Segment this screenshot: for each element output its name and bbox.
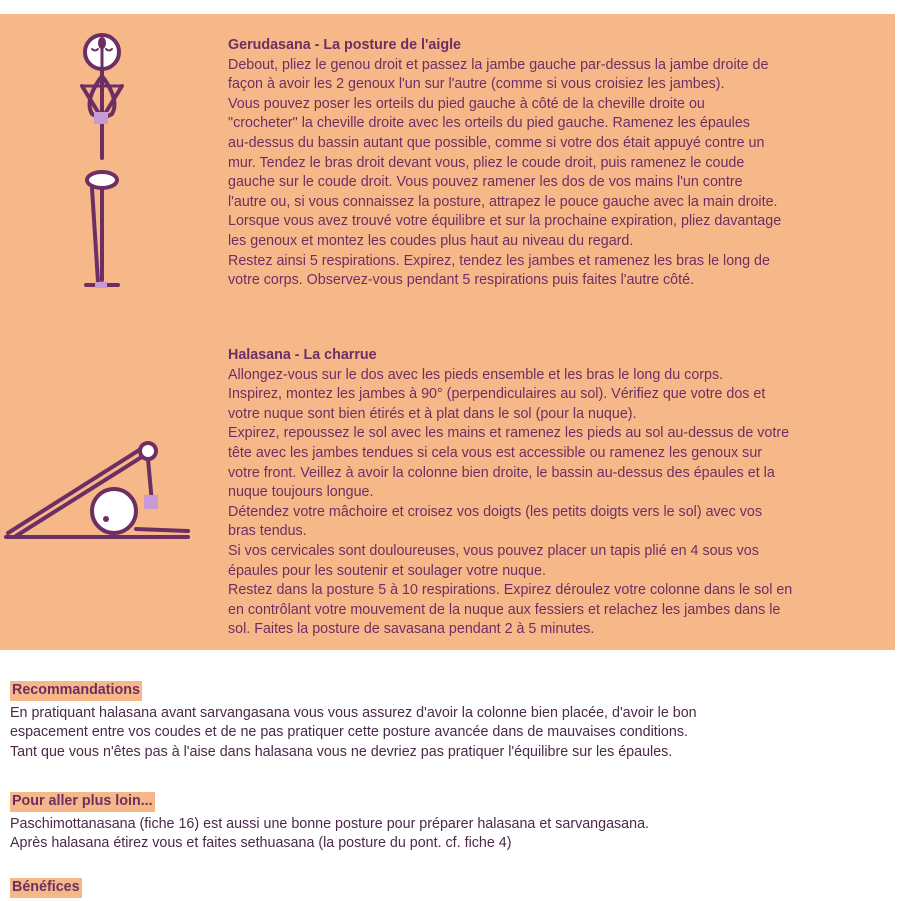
pose-text-line: Expirez, repoussez le sol avec les mains et ramenez les pieds au sol au-dessus de votre: [228, 425, 790, 442]
pose-title: Halasana - La charrue: [228, 347, 377, 363]
pose-text-line: Si vos cervicales sont douloureuses, vous pouvez placer un tapis plié en 4 sous vos: [228, 542, 759, 559]
pose-halasana: [228, 346, 890, 640]
pose-text-line: au-dessus du bassin autant que possible, comme si votre dos était appuyé contre un: [228, 134, 765, 151]
pose-text-line: Restez dans la posture 5 à 10 respirations. Expirez déroulez votre colonne dans le sol en: [228, 582, 793, 599]
section-text-line: espacement entre vos coudes et de ne pas pratiquer cette posture avancée dans de mauvaises conditions.: [10, 724, 688, 741]
pose-text-line: l'autre ou, si vous connaissez la posture, attrapez le pouce gauche avec la main droite.: [228, 193, 778, 210]
pose-text-line: votre front. Veillez à avoir la colonne bien droite, le bassin au-dessus des épaules et la: [228, 464, 775, 481]
pose-text-line: gauche sur le coude droit. Vous pouvez ramener les dos de vos mains l'un contre: [228, 174, 743, 191]
pose-text-line: Vous pouvez poser les orteils du pied gauche à côté de la cheville droite ou: [228, 95, 705, 112]
eagle-pose-illustration: [62, 30, 142, 292]
section-title: Pour aller plus loin...: [10, 792, 155, 812]
section-text-line: En pratiquant halasana avant sarvangasana vous vous assurez d'avoir la colonne bien placée, d'avoir le bon: [10, 704, 697, 721]
pose-text-line: Inspirez, montez les jambes à 90° (perpendiculaires au sol). Vérifiez que votre dos et: [228, 386, 766, 403]
pose-title: Gerudasana - La posture de l'aigle: [228, 37, 462, 53]
pose-text-line: nuque toujours longue.: [228, 484, 374, 501]
pose-text-line: épaules pour les soutenir et soulager votre nuque.: [228, 562, 546, 579]
pose-text-line: Lorsque vous avez trouvé votre équilibre et sur la prochaine expiration, pliez davantage: [228, 213, 782, 230]
recommandations-section: [10, 681, 890, 762]
section-title: Bénéfices: [10, 878, 82, 898]
pose-text-line: "crocheter" la cheville droite avec les orteils du pied gauche. Ramenez les épaules: [228, 115, 750, 132]
benefices-section: [10, 878, 890, 901]
pose-text-line: votre corps. Observez-vous pendant 5 respirations puis faites l'autre côté.: [228, 272, 695, 289]
pose-text-line: en contrôlant votre mouvement de la nuque aux fessiers et relachez les jambes dans le: [228, 601, 781, 618]
section-text-line: Paschimottanasana (fiche 16) est aussi une bonne posture pour préparer halasana et sarvangasana.: [10, 815, 650, 832]
pose-text-line: Allongez-vous sur le dos avec les pieds ensemble et les bras le long du corps.: [228, 366, 724, 383]
pose-gerudasana: [228, 36, 890, 291]
section-title: Recommandations: [10, 681, 142, 701]
pose-text-line: Restez ainsi 5 respirations. Expirez, tendez les jambes et ramenez les bras le long de: [228, 252, 770, 269]
plough-pose-illustration: [2, 433, 192, 543]
pose-text-line: bras tendus.: [228, 523, 307, 540]
pose-text-line: Détendez votre mâchoire et croisez vos doigts (les petits doigts vers le sol) avec vos: [228, 503, 762, 520]
pose-text-line: sol. Faites la posture de savasana pendant 2 à 5 minutes.: [228, 621, 595, 638]
section-text-line: Après halasana étirez vous et faites sethuasana (la posture du pont. cf. fiche 4): [10, 835, 512, 852]
pour-aller-plus-loin-section: [10, 792, 890, 854]
pose-text-line: tête avec les jambes tendues si cela vous est accessible ou ramenez les genoux sur: [228, 444, 763, 461]
section-text-line: Tant que vous n'êtes pas à l'aise dans halasana vous ne devriez pas pratiquer l'équilibre sur les épaules.: [10, 743, 673, 760]
pose-text-line: façon à avoir les 2 genoux l'un sur l'autre (comme si vous croisiez les jambes).: [228, 76, 725, 93]
pose-text-line: votre nuque sont bien étirés et à plat dans le sol (pour la nuque).: [228, 405, 637, 422]
pose-text-line: les genoux et montez les coudes plus haut au niveau du regard.: [228, 232, 634, 249]
pose-text-line: mur. Tendez le bras droit devant vous, pliez le coude droit, puis ramenez le coude: [228, 154, 745, 171]
pose-text-line: Debout, pliez le genou droit et passez la jambe gauche par-dessus la jambe droite de: [228, 56, 769, 73]
